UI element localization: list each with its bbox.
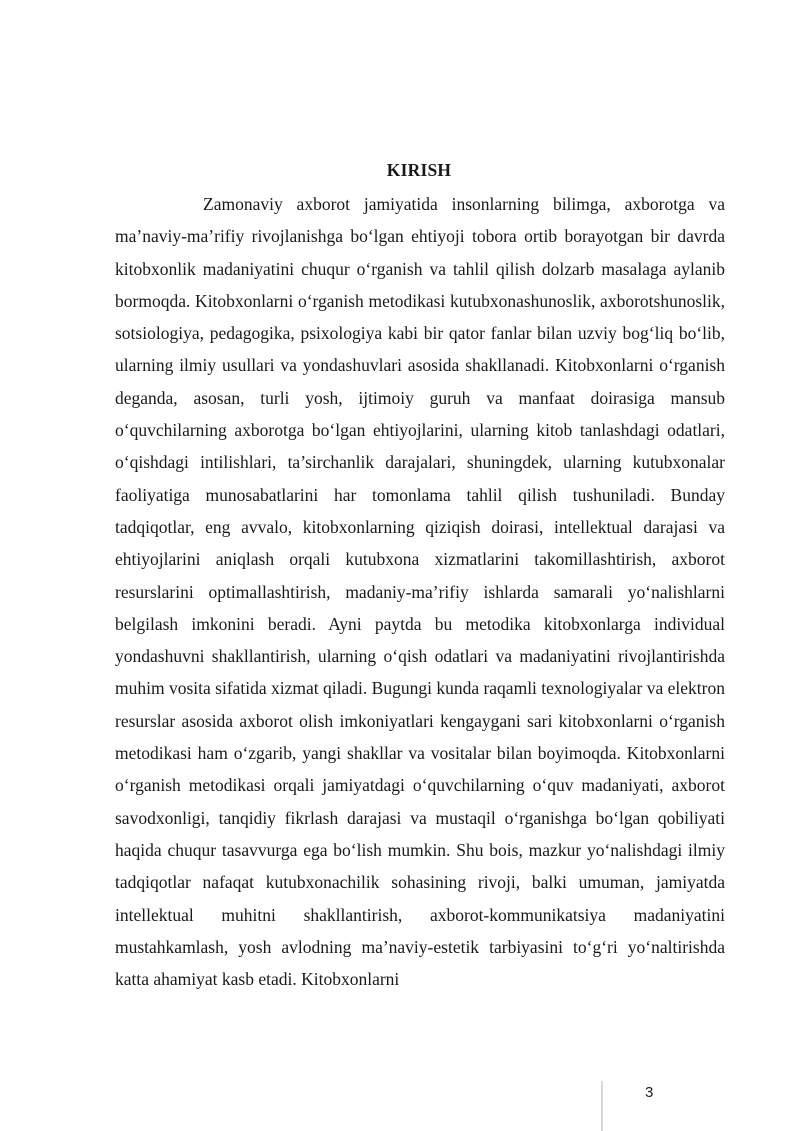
footer-divider — [601, 1081, 603, 1131]
section-heading: KIRISH — [386, 160, 452, 180]
body-paragraph: Zamonaviy axborot jamiyatida insonlarning bilimga, axborotga va ma’naviy-ma’rifiy rivojlanishga bo‘lgan ehtiyoji tobora ortib borayotgan bir davrda kitobxonlik madaniyatini chuqur o‘rganish va tahlil qilish dolzarb masalaga aylanib bormoqda. Kitobxonlarni o‘rganish metodikasi kutubxonashunoslik, axborotshunoslik, sotsiologiya, pedagogika, psixologiya kabi bir qator fanlar bilan uzviy bog‘liq bo‘lib, ularning ilmiy usullari va yondashuvlari asosida shakllanadi. Kitobxonlarni o‘rganish deganda, asosan, turli yosh, ijtimoiy guruh va manfaat doirasiga mansub o‘quvchilarning axborotga bo‘lgan ehtiyojlarini, ularning kitob tanlashdagi odatlari, o‘qishdagi intilishlari, ta’sirchanlik darajalari, shuningdek, ularning kutubxonalar faoliyatiga munosabatlarini har tomonlama tahlil qilish tushuniladi. Bunday tadqiqotlar, eng avvalo, kitobxonlarning qiziqish doirasi, intellektual darajasi va ehtiyojlarini aniqlash orqali kutubxona xizmatlarini takomillashtirish, axborot resurslarini optimallashtirish, madaniy-ma’rifiy ishlarda samarali yo‘nalishlarni belgilash imkonini beradi. Ayni paytda bu metodika kitobxonlarga individual yondashuvni shakllantirish, ularning o‘qish odatlari va madaniyatini rivojlantirishda muhim vosita sifatida xizmat qiladi. Bugungi kunda raqamli texnologiyalar va elektron resurslar asosida axborot olish imkoniyatlari kengaygani sari kitobxonlarni o‘rganish metodikasi ham o‘zgarib, yangi shakllar va vositalar bilan boyimoqda. Kitobxonlarni o‘rganish metodikasi orqali jamiyatdagi o‘quvchilarning o‘quv madaniyati, axborot savodxonligi, tanqidiy fikrlash darajasi va mustaqil o‘rganishga bo‘lgan qobiliyati haqida chuqur tasavvurga ega bo‘lish mumkin. Shu bois, mazkur yo‘nalishdagi ilmiy tadqiqotlar nafaqat kutubxonachilik sohasining rivoji, balki umuman, jamiyatda intellektual muhitni shakllantirish, axborot-kommunikatsiya madaniyatini mustahkamlash, yosh avlodning ma’naviy-estetik tarbiyasini to‘g‘ri yo‘naltirishda katta ahamiyat kasb etadi. Kitobxonlarni — [115, 194, 725, 990]
page-number: 3 — [645, 1084, 654, 1101]
